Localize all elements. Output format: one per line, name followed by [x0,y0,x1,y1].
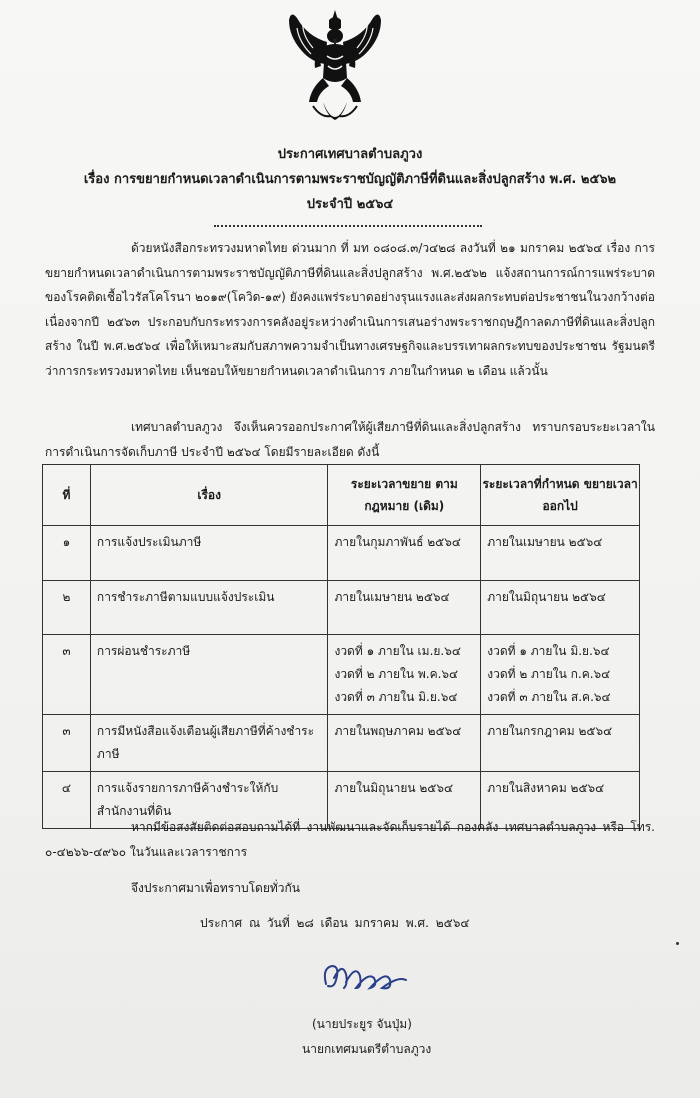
header-subject: เรื่อง [90,465,328,526]
table-row [43,581,640,635]
announcement-title: ประกาศเทศบาลตำบลภูวง [277,147,423,162]
garuda-emblem-icon [283,6,387,134]
installment-line: งวดที่ ๓ ภายใน ส.ค.๖๔ [487,690,611,704]
row-no: ๓ [43,715,91,772]
dotted-divider [214,225,482,227]
table-row [43,715,640,772]
header-original-period: ระยะเวลาขยาย ตามกฎหมาย (เดิม) [328,465,481,526]
header-extended-period: ระยะเวลาที่กำหนด ขยายเวลาออกไป [481,465,640,526]
row-original: ภายในกุมภาพันธ์ ๒๕๖๔ [328,526,481,581]
row-subject: การมีหนังสือแจ้งเตือนผู้เสียภาษีที่ค้างชำระภาษี [90,715,328,772]
row-extended: ภายในสิงหาคม ๒๕๖๔ [481,772,640,829]
installment-line: งวดที่ ๑ ภายใน เม.ย.๖๔ [334,644,461,658]
announcement-subject: เรื่อง การขยายกำหนดเวลาดำเนินการตามพระราชบัญญัติภาษีที่ดินและสิ่งปลูกสร้าง พ.ศ. ๒๕๖๒ [83,172,617,187]
row-original: ภายในเมษายน ๒๕๖๔ [328,581,481,635]
table-header-row [43,465,640,526]
row-subject: การชำระภาษีตามแบบแจ้งประเมิน [90,581,328,635]
schedule-table [42,464,640,829]
scan-speck [676,942,679,945]
row-original: ภายในมิถุนายน ๒๕๖๔ [328,772,481,829]
row-extended: ภายในมิถุนายน ๒๕๖๔ [481,581,640,635]
signer-title: นายกเทศมนตรีตำบลภูวง [302,1042,432,1056]
row-extended: ภายในเมษายน ๒๕๖๔ [481,526,640,581]
signer-name: (นายประยูร จันปุ่ม) [312,1017,412,1031]
body-paragraph-2: เทศบาลตำบลภูวง จึงเห็นควรออกประกาศให้ผู้เสียภาษีที่ดินและสิ่งปลูกสร้าง ทราบกรอบระยะเวลาในการดำเนินการจัดเก็บภาษี ประจำปี ๒๕๖๔ โดยมีรายละเอียด ดังนี้ [45,420,655,459]
row-no: ๓ [43,635,91,715]
table-row [43,526,640,581]
installment-line: งวดที่ ๒ ภายใน ก.ค.๖๔ [487,667,611,681]
contact-paragraph: หากมีข้อสงสัยติดต่อสอบถามได้ที่ งานพัฒนาและจัดเก็บรายได้ กองคลัง เทศบาลตำบลภูวง หรือ โทร. ๐-๔๒๖๖-๔๙๖๐ ในวันและเวลาราชการ [45,820,655,859]
row-original [328,635,481,715]
handwritten-signature-icon [316,958,412,998]
row-subject: การผ่อนชำระภาษี [90,635,328,715]
row-no: ๒ [43,581,91,635]
row-subject: การแจ้งประเมินภาษี [90,526,328,581]
body-paragraph-1: ด้วยหนังสือกระทรวงมหาดไทย ด่วนมาก ที่ มท ๐๘๐๘.๓/ว๔๒๘ ลงวันที่ ๒๑ มกราคม ๒๕๖๔ เรื่อง การขยายกำหนดเวลาดำเนินการตามพระราชบัญญัติภาษีที่ดินและสิ่งปลูกสร้าง พ.ศ.๒๕๖๒ แจ้งสถานการณ์การแพร่ระบาดของโรคติดเชื้อไวรัสโคโรนา ๒๐๑๙(โควิด-๑๙) ยังคงแพร่ระบาดอย่างรุนแรงและส่งผลกระทบต่อประชาชนในวงกว้างต่อเนื่องจากปี ๒๕๖๓ ประกอบกับกระทรวงการคลังอยู่ระหว่างดำเนินการเสนอร่างพระราชกฤษฎีกาลดภาษีที่ดินและสิ่งปลูกสร้าง ในปี พ.ศ.๒๕๖๔ เพื่อให้เหมาะสมกับสภาพความจำเป็นทางเศรษฐกิจและบรรเทาผลกระทบของประชาชน รัฐมนตรีว่าการกระทรวงมหาดไทย เห็นชอบให้ขยายกำหนดเวลาดำเนินการ ภายในกำหนด ๒ เดือน แล้วนั้น [45,241,655,378]
installment-line: งวดที่ ๓ ภายใน มิ.ย.๖๔ [334,690,458,704]
row-original: ภายในพฤษภาคม ๒๕๖๔ [328,715,481,772]
installment-line: งวดที่ ๒ ภายใน พ.ค.๖๔ [334,667,459,681]
row-no: ๑ [43,526,91,581]
announcement-date: ประกาศ ณ วันที่ ๒๘ เดือน มกราคม พ.ศ. ๒๕๖๔ [200,916,470,930]
announcement-year: ประจำปี ๒๕๖๔ [306,197,394,212]
row-subject: การแจ้งรายการภาษีค้างชำระให้กับสำนักงานที่ดิน [90,772,328,829]
table-row [43,635,640,715]
closing-line: จึงประกาศมาเพื่อทราบโดยทั่วกัน [131,881,300,895]
row-extended [481,635,640,715]
row-no: ๔ [43,772,91,829]
installment-line: งวดที่ ๑ ภายใน มิ.ย.๖๔ [487,644,610,658]
header-no: ที่ [43,465,91,526]
row-extended: ภายในกรกฎาคม ๒๕๖๔ [481,715,640,772]
